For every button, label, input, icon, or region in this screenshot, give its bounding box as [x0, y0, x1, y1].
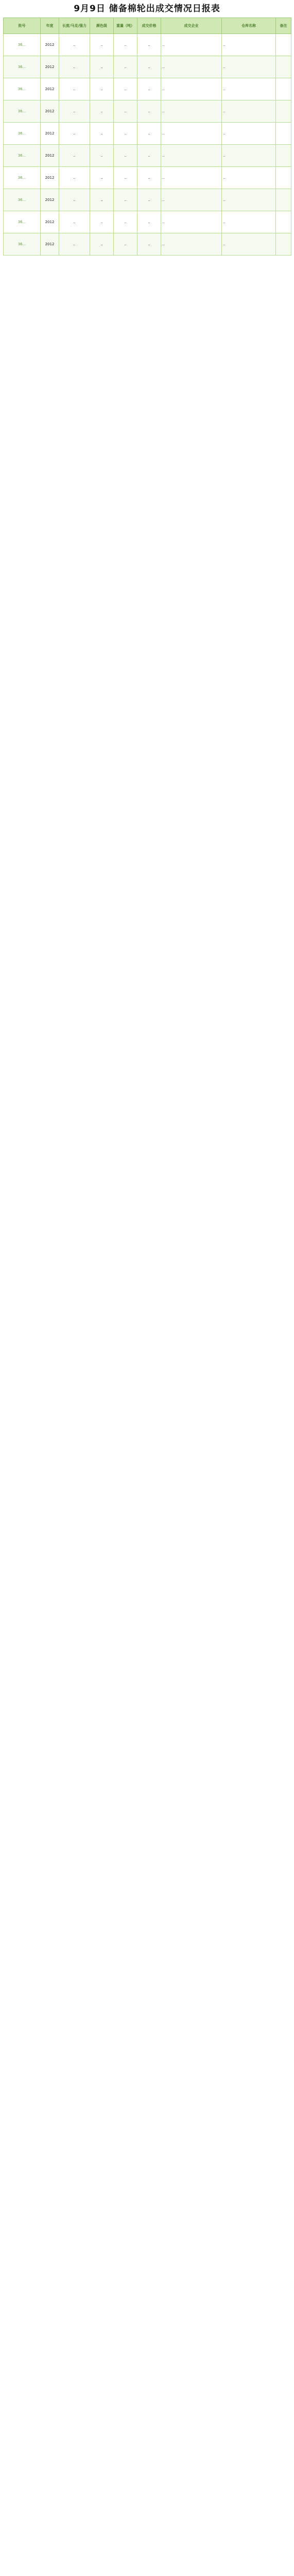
table-cell [276, 123, 291, 145]
table-cell: .. [161, 123, 222, 145]
table-cell: .. [137, 34, 161, 56]
table-cell: 2012 [41, 145, 59, 167]
table-cell: .. [161, 34, 222, 56]
table-cell [276, 211, 291, 233]
table-cell: .. [114, 211, 137, 233]
table-cell: .. [90, 211, 114, 233]
table-cell: .. [114, 145, 137, 167]
table-cell: .. [222, 233, 276, 256]
table-cell: 36... [4, 211, 41, 233]
table-cell: .. [114, 78, 137, 100]
table-cell: .. [90, 167, 114, 189]
table-cell: .. [161, 100, 222, 123]
table-cell [276, 233, 291, 256]
column-header: 备注 [276, 18, 291, 34]
table-cell: .. [222, 145, 276, 167]
table-cell: .. [59, 233, 90, 256]
table-cell: 36... [4, 189, 41, 211]
table-cell: .. [114, 233, 137, 256]
table-cell: .. [114, 56, 137, 78]
table-cell: .. [114, 34, 137, 56]
column-header: 长度/马克/强力 [59, 18, 90, 34]
table-cell: .. [59, 123, 90, 145]
table-body [4, 34, 291, 256]
table-cell [276, 100, 291, 123]
table-cell: 2012 [41, 189, 59, 211]
table-cell: 36... [4, 167, 41, 189]
table-row [4, 56, 291, 78]
table-cell: .. [59, 145, 90, 167]
table-cell: .. [222, 100, 276, 123]
column-header: 成交企业 [161, 18, 222, 34]
table-cell: .. [222, 123, 276, 145]
table-cell: .. [137, 78, 161, 100]
table-cell: .. [59, 211, 90, 233]
table-cell: .. [90, 34, 114, 56]
table-cell: .. [90, 100, 114, 123]
table-header-row [4, 18, 291, 34]
table-cell: 36... [4, 78, 41, 100]
column-header: 批号 [4, 18, 41, 34]
table-cell: 36... [4, 100, 41, 123]
table-cell [276, 189, 291, 211]
column-header: 重量（吨） [114, 18, 137, 34]
table-cell: 2012 [41, 34, 59, 56]
table-cell: .. [161, 189, 222, 211]
table-cell: .. [90, 56, 114, 78]
table-cell: 36... [4, 123, 41, 145]
table-row [4, 100, 291, 123]
table-cell [276, 34, 291, 56]
column-header: 年度 [41, 18, 59, 34]
table-cell: .. [161, 211, 222, 233]
table-cell: 2012 [41, 123, 59, 145]
table-cell: .. [137, 189, 161, 211]
column-header: 成交价格 [137, 18, 161, 34]
table-cell: .. [137, 56, 161, 78]
table-row [4, 123, 291, 145]
table-cell: .. [59, 189, 90, 211]
table-cell: .. [90, 145, 114, 167]
report-title: 9月9日 储备棉轮出成交情况日报表 [74, 4, 220, 14]
table-cell: .. [59, 100, 90, 123]
table-cell: .. [90, 189, 114, 211]
table-cell: 2012 [41, 167, 59, 189]
column-header: 仓库名称 [222, 18, 276, 34]
table-cell: .. [222, 167, 276, 189]
table-cell [276, 167, 291, 189]
table-cell: .. [137, 100, 161, 123]
table-cell: .. [59, 167, 90, 189]
table-cell: .. [137, 233, 161, 256]
table-row [4, 233, 291, 256]
table-cell: .. [59, 56, 90, 78]
table-cell [276, 145, 291, 167]
table-cell: .. [114, 100, 137, 123]
table-cell: 36... [4, 56, 41, 78]
table-cell: .. [222, 56, 276, 78]
table-cell: .. [161, 167, 222, 189]
table-cell: .. [161, 145, 222, 167]
table-cell: 2012 [41, 56, 59, 78]
table-cell: .. [114, 167, 137, 189]
table-cell: 2012 [41, 100, 59, 123]
table-cell: .. [222, 189, 276, 211]
table-row [4, 189, 291, 211]
table-row [4, 34, 291, 56]
table-cell: .. [59, 78, 90, 100]
table-cell: .. [137, 145, 161, 167]
table-row [4, 167, 291, 189]
table-cell: .. [90, 78, 114, 100]
table-cell: .. [114, 123, 137, 145]
table-cell: .. [137, 211, 161, 233]
table-cell: .. [222, 78, 276, 100]
table-cell: .. [90, 123, 114, 145]
auction-results-table [3, 18, 291, 256]
table-cell: .. [222, 34, 276, 56]
table-cell: .. [90, 233, 114, 256]
table-row [4, 145, 291, 167]
table-cell [276, 78, 291, 100]
table-cell: 36... [4, 145, 41, 167]
table-cell: .. [161, 78, 222, 100]
table-cell: .. [161, 56, 222, 78]
table-cell [276, 56, 291, 78]
table-cell: .. [137, 123, 161, 145]
table-cell: .. [222, 211, 276, 233]
table-cell: 2012 [41, 211, 59, 233]
table-cell: .. [59, 34, 90, 56]
table-cell: .. [137, 167, 161, 189]
table-row [4, 78, 291, 100]
table-cell: 36... [4, 233, 41, 256]
table-cell: 36... [4, 34, 41, 56]
table-cell: .. [161, 233, 222, 256]
table-cell: .. [114, 189, 137, 211]
column-header: 颜色级 [90, 18, 114, 34]
table-row [4, 211, 291, 233]
table-cell: 2012 [41, 78, 59, 100]
table-cell: 2012 [41, 233, 59, 256]
